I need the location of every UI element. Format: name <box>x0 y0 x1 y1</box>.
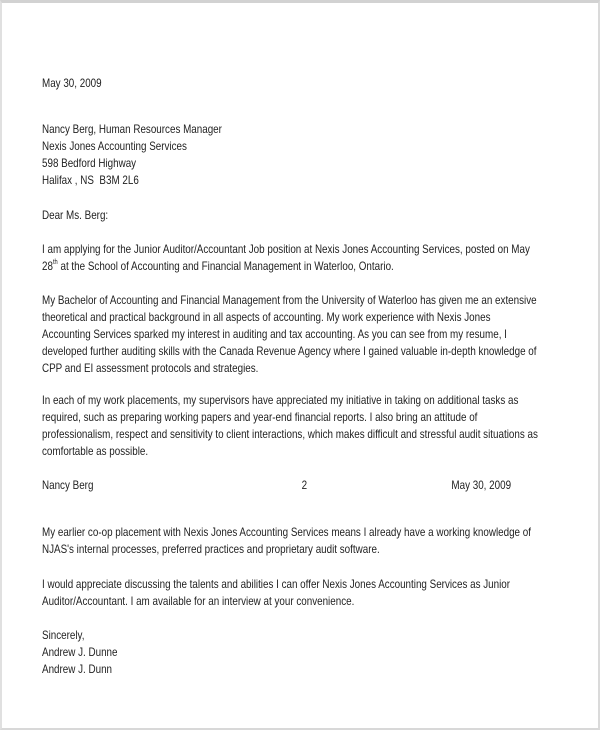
paragraph-2-line-5: CPP and EI assessment protocols and strategies. <box>42 361 259 375</box>
page2-header-date: May 30, 2009 <box>451 478 512 492</box>
closing: Sincerely, <box>42 628 85 642</box>
paragraph-2-line-1: My Bachelor of Accounting and Financial Management from the University of Waterloo has given me an extensive <box>42 293 537 307</box>
paragraph-5-line-1: I would appreciate discussing the talents and abilities I can offer Nexis Jones Accounting Services as Junior <box>42 577 511 591</box>
paragraph-3 <box>42 392 567 460</box>
paragraph-4-line-1: My earlier co-op placement with Nexis Jones Accounting Services means I already have a working knowledge of <box>42 525 531 539</box>
page2-header-row <box>42 477 567 494</box>
recipient-city: Halifax , NS B3M 2L6 <box>42 173 139 187</box>
paragraph-2-line-3: Accounting Services sparked my interest in auditing and tax accounting. As you can see from my resume, I <box>42 327 507 341</box>
signature-block <box>42 627 567 678</box>
paragraph-4-line-2: NJAS's internal processes, preferred practices and proprietary audit software. <box>42 542 380 556</box>
recipient-company: Nexis Jones Accounting Services <box>42 139 187 153</box>
recipient-name-title: Nancy Berg, Human Resources Manager <box>42 122 222 136</box>
paragraph-3-line-1: In each of my work placements, my supervisors have appreciated my initiative in taking on additional tasks as <box>42 393 519 407</box>
page-margin <box>2 3 598 678</box>
p1-line2-number: 28 <box>42 259 53 273</box>
paragraph-3-line-4: comfortable as possible. <box>42 444 149 458</box>
paragraph-2 <box>42 292 567 377</box>
page2-page-number: 2 <box>301 478 308 492</box>
signature-line-2: Andrew J. Dunn <box>42 662 113 676</box>
signature-line-1: Andrew J. Dunne <box>42 645 118 659</box>
paragraph-4 <box>42 524 567 558</box>
paragraph-2-line-2: theoretical and practical background in all aspects of accounting. My work experience with Nexis Jones <box>42 310 491 324</box>
salutation-block <box>42 207 567 224</box>
salutation: Dear Ms. Berg: <box>42 208 109 222</box>
paragraph-2-line-4: developed further auditing skills with the Canada Revenue Agency where I gained valuable in-depth knowledge of <box>42 344 537 358</box>
p1-line2-ordinal-suffix: th <box>52 259 58 266</box>
date-line: May 30, 2009 <box>42 76 102 90</box>
page2-header-name: Nancy Berg <box>42 478 94 492</box>
recipient-street: 598 Bedford Highway <box>42 156 137 170</box>
paragraph-5 <box>42 576 567 610</box>
paragraph-1-line-1: I am applying for the Junior Auditor/Accountant Job position at Nexis Jones Accounting Services, posted on May <box>42 242 530 256</box>
paragraph-3-line-3: professionalism, respect and sensitivity to client interactions, which makes difficult and stressful audit situations as <box>42 427 538 441</box>
paragraph-5-line-2: Auditor/Accountant. I am available for an interview at your convenience. <box>42 594 355 608</box>
letter-body <box>42 75 567 678</box>
paragraph-3-line-2: required, such as preparing working papers and year-end financial reports. I also bring an attitude of <box>42 410 478 424</box>
recipient-block <box>42 121 567 189</box>
paragraph-1-line-2 <box>42 258 567 275</box>
paragraph-1 <box>42 241 567 275</box>
p1-line2-rest: at the School of Accounting and Financial Management in Waterloo, Ontario. <box>57 259 394 273</box>
